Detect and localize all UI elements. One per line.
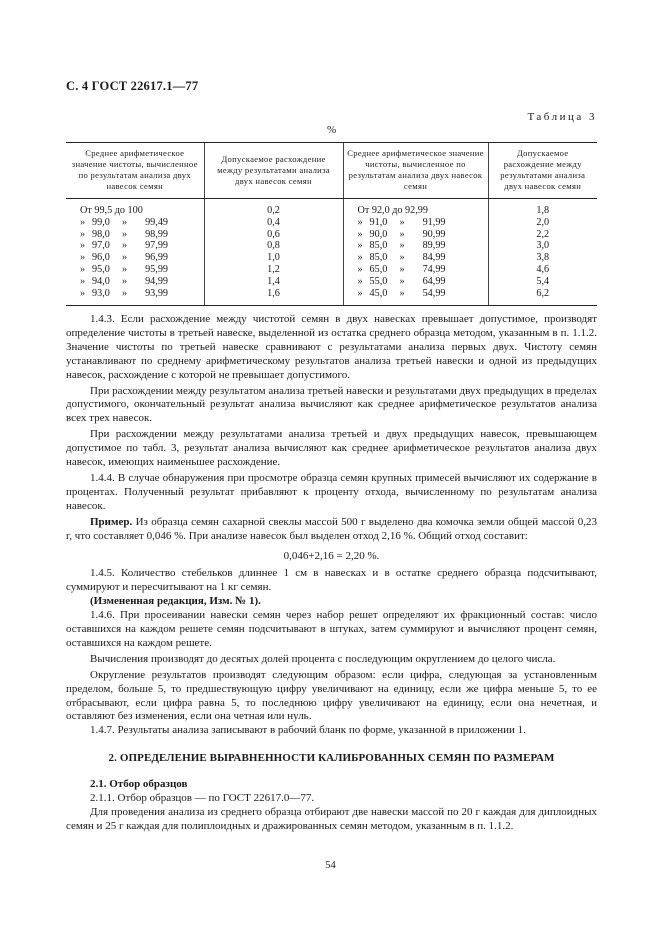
ditto-mark: » [122,263,128,275]
subsection-heading: 2.1. Отбор образцов [90,778,188,791]
range-value: 93,0 [92,287,110,299]
tolerance-value: 4,6 [488,264,597,276]
range-cell [66,240,204,252]
range-value: 97,0 [92,240,110,252]
ditto-mark: » [80,263,86,275]
ditto-mark: » [357,252,363,264]
table-header-row [66,143,597,199]
ditto-mark: » [357,216,363,228]
tolerance-value: 6,2 [488,288,597,306]
example-paragraph [66,516,597,544]
range-value: 96,99 [145,252,168,264]
table-body [66,199,597,306]
ditto-mark: » [399,263,405,275]
ditto-mark: » [80,287,86,299]
range-cell [343,288,488,306]
range-cell [343,276,488,288]
range-cell [66,217,204,229]
tolerance-value: 0,8 [204,240,343,252]
example-text: Из образца семян сахарной свеклы массой 500 г выделено два комочка земли общей массой 0,23 г, что составляет 0,046 %. При анализе навесок был выделен отход 2,16 %. Общий отход составит: [66,515,597,542]
range-value: 85,0 [369,240,388,252]
range-value: 89,99 [422,240,446,252]
example-label: Пример. [90,515,133,528]
ditto-mark: » [357,228,363,240]
range-value: 55,0 [369,275,388,287]
ditto-mark: » [399,240,405,252]
paragraph-1-4-5: 1.4.5. Количество стебельков длиннее 1 см в навесках и в остатке среднего образца подсчитывают, суммируют и пересчитывают на 1 кг семян. [66,567,597,594]
range-value: 94,99 [145,275,168,287]
document-body [66,313,597,834]
ditto-mark: » [80,275,86,287]
range-value: 98,0 [92,228,110,240]
ditto-mark: » [122,252,128,264]
range-cell [343,264,488,276]
ditto-mark: » [80,228,86,240]
range-text: От 99,5 до 100 [80,205,143,216]
range-text: От 92,0 до 92,99 [357,205,428,216]
tolerance-value: 0,6 [204,229,343,241]
table-row [66,276,597,288]
tolerance-value: 1,6 [204,288,343,306]
range-cell [343,240,488,252]
ditto-mark: » [122,216,128,228]
ditto-mark: » [357,240,363,252]
amendment-note: (Измененная редакция, Изм. № 1). [90,595,261,608]
range-value: 98,99 [145,228,168,240]
paragraph: При расхождении между результатом анализа третьей навески и результатами двух предыдущих в пределах допустимого, окончательный результат анализа вычисляют как среднее арифметическое результатов анализа всех трех навесок. [66,384,597,425]
formula: 0,046+2,16 = 2,20 %. [283,549,380,562]
paragraph-1-4-7: 1.4.7. Результаты анализа записывают в рабочий бланк по форме, указанной в приложении 1. [90,724,526,737]
ditto-mark: » [80,252,86,264]
range-value: 85,0 [369,252,388,264]
page-number: 54 [325,860,336,871]
range-cell [66,288,204,306]
table-unit: % [327,124,337,136]
range-value: 97,99 [145,240,168,252]
range-value: 45,0 [369,287,388,299]
ditto-mark: » [357,263,363,275]
range-value: 91,99 [422,216,446,228]
paragraph-1-4-3: 1.4.3. Если расхождение между чистотой семян в двух навесках превышает допустимое, производят определение чистоты в третьей навеске, выделенной из остатка среднего образца методом, указанным в п. 1.1.2. Значение чистоты по третьей навеске сравнивают с результатами анализа первых двух. Чистоту семян устанавливают по среднему арифметическому результатов анализа третьей навески и одной из предыдущих навесок, расхождение с которой не превышает допустимого. [66,313,597,381]
range-value: 99,49 [145,216,168,228]
ditto-mark: » [122,287,128,299]
range-value: 95,0 [92,263,110,275]
tolerance-table [66,142,597,306]
table-row [66,229,597,241]
ditto-mark: » [357,275,363,287]
header-tolerance-right: Допускаемое расхождение между результатами анализа двух навесок семян [488,143,597,199]
ditto-mark: » [122,240,128,252]
tolerance-value: 0,2 [204,199,343,217]
tolerance-value: 1,4 [204,276,343,288]
range-value: 84,99 [422,252,446,264]
ditto-mark: » [399,216,405,228]
section-heading: 2. ОПРЕДЕЛЕНИЕ ВЫРАВНЕННОСТИ КАЛИБРОВАННЫХ СЕМЯН ПО РАЗМЕРАМ [108,752,555,765]
range-cell [66,264,204,276]
range-cell [66,199,204,217]
table-label: Таблица 3 [527,111,597,123]
paragraph-1-4-6: 1.4.6. При просеивании навески семян через набор решет определяют их фракционный состав: число оставшихся на каждом решете семян подсчитывают в штуках, затем суммируют и вычисляют процент семян, оставшихся на каждом решете. [66,609,597,649]
range-cell [66,276,204,288]
range-cell [66,252,204,264]
paragraph: Вычисления производят до десятых долей процента с последующим округлением до целого числа. [90,652,556,665]
range-cell [343,217,488,229]
tolerance-value: 1,0 [204,252,343,264]
tolerance-value: 2,0 [488,217,597,229]
range-value: 54,99 [422,287,446,299]
tolerance-value: 3,0 [488,240,597,252]
tolerance-value: 0,4 [204,217,343,229]
header-tolerance-left: Допускаемое расхождение между результатами анализа двух навесок семян [204,143,343,199]
range-cell [343,199,488,217]
paragraph-1-4-4: 1.4.4. В случае обнаружения при просмотре образца семян крупных примесей вычисляют их содержание в процентах. Полученный результат прибавляют к проценту отхода, вычисленному по результатам анализа навесок. [66,471,597,512]
tolerance-value: 1,2 [204,264,343,276]
range-value: 99,0 [92,216,110,228]
range-value: 96,0 [92,252,110,264]
tolerance-value: 3,8 [488,252,597,264]
table-row [66,217,597,229]
header-purity-left: Среднее арифметическое значение чистоты, вычисленное по результатам анализа двух навесок семян [66,143,204,199]
ditto-mark: » [399,228,405,240]
range-value: 64,99 [422,275,446,287]
paragraph: Округление результатов производят следующим образом: если цифра, следующая за установленным пределом, больше 5, то предшествующую цифру увеличивают на единицу, если же цифра меньше 5, то ее отбрасывают, если цифра равна 5, то последнюю цифру увеличивают на единицу, если она нечетная, и оставляют без изменения, если она четная или нуль. [66,668,597,723]
table-row [66,199,597,217]
table-row [66,288,597,306]
tolerance-value: 1,8 [488,199,597,217]
range-cell [343,229,488,241]
ditto-mark: » [80,216,86,228]
range-value: 65,0 [369,263,388,275]
paragraph-2-1-1: 2.1.1. Отбор образцов — по ГОСТ 22617.0—77. [90,792,315,805]
range-value: 74,99 [422,263,446,275]
range-value: 90,0 [369,228,388,240]
ditto-mark: » [357,287,363,299]
paragraph: Для проведения анализа из среднего образца отбирают две навески массой по 20 г каждая для диплоидных семян и 25 г каждая для полиплоидных и дражированных семян методом, указанным в п. 1.1.2. [66,806,597,832]
ditto-mark: » [122,275,128,287]
range-value: 94,0 [92,275,110,287]
table-row [66,240,597,252]
header-purity-right: Среднее арифметическое значение чистоты, вычисленное по результатам анализа двух навесок семян [343,143,488,199]
ditto-mark: » [399,252,405,264]
ditto-mark: » [122,228,128,240]
paragraph: При расхождении между результатами анализа третьей и двух предыдущих навесок, превышающем допустимое по табл. 3, результат анализа вычисляют как среднее арифметическое результатов анализа двух навесок, имеющих наименьшее расхождение. [66,428,597,469]
range-value: 90,99 [422,228,446,240]
range-value: 91,0 [369,216,388,228]
range-value: 93,99 [145,287,168,299]
table-row [66,252,597,264]
ditto-mark: » [80,240,86,252]
ditto-mark: » [399,275,405,287]
range-cell [66,229,204,241]
ditto-mark: » [399,287,405,299]
page-header: С. 4 ГОСТ 22617.1—77 [66,79,199,93]
range-value: 95,99 [145,263,168,275]
tolerance-value: 5,4 [488,276,597,288]
table-row [66,264,597,276]
tolerance-value: 2,2 [488,229,597,241]
range-cell [343,252,488,264]
